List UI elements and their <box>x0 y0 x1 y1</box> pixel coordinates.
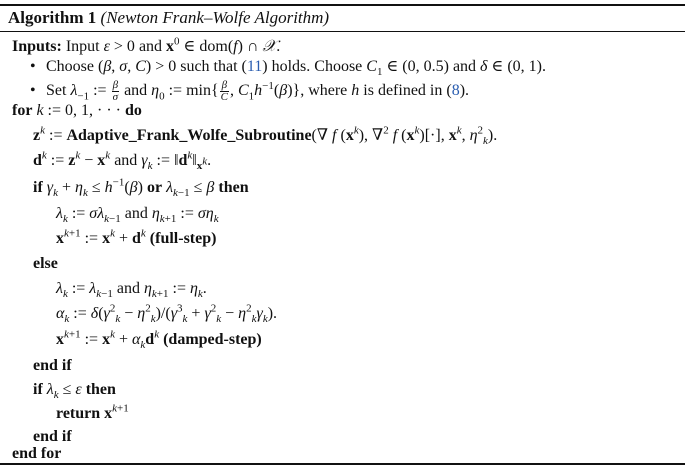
return-line: return $x^{k+1}$ <box>56 402 129 422</box>
end-if-line: end if <box>33 357 72 374</box>
inputs-keyword: Inputs: <box>12 38 62 55</box>
lambda-full-line: $\lambda_k$ := $\sigma\lambda_{k-1}$ and $\eta_{k+1}$ := $\sigma\eta_k$ <box>56 205 219 226</box>
z-update-line: $z^k$ := Adaptive_Frank_Wolfe_Subroutine(∇ f $(x^k)$, ∇$^2$ f $(x^k)[\cdot]$, $x^k$, $\eta^2_k$). <box>33 124 498 148</box>
caption-rule <box>0 31 685 32</box>
ref-eq-11[interactable]: 11 <box>246 58 263 75</box>
subroutine-name: Adaptive_Frank_Wolfe_Subroutine <box>66 127 312 144</box>
damped-step-label: (damped-step) <box>163 331 262 348</box>
else-line: else <box>33 255 58 272</box>
algorithm-title: (Newton Frank–Wolfe Algorithm) <box>100 8 330 27</box>
algorithm-label: Algorithm 1 <box>8 8 97 27</box>
choose-line: • Choose (β, σ, C) > 0 such that (11) holds. Choose $C_1$ ∈ (0, 0.5) and δ ∈ (0, 1). <box>30 58 546 79</box>
alpha-line: $\alpha_k$ := $\delta(\gamma^2_k - \eta^2_k)/(\gamma^3_k + \gamma^2_k - \eta^2_k\gamma_k)$. <box>56 302 278 326</box>
end-if-line-2: end if <box>33 428 72 445</box>
d-update-line: $d^k$ := $z^k - x^k$ and $\gamma_k$ := $‖d^k‖_{x^k}$. <box>33 149 212 173</box>
if-line: if $\gamma_k + \eta_k \le h^{-1}(\beta)$ or $\lambda_{k-1} \le \beta$ then <box>33 176 249 200</box>
top-rule <box>0 4 685 6</box>
x-full-step-line: $x^{k+1}$ := $x^k + d^k$ (full-step) <box>56 227 217 247</box>
for-line: for k := 0, 1, · · · do <box>12 102 142 119</box>
ref-eq-8[interactable]: 8 <box>451 82 460 100</box>
lambda-damped-line: $\lambda_k$ := $\lambda_{k-1}$ and $\eta_{k+1}$ := $\eta_k$. <box>56 280 207 301</box>
x-damped-step-line: $x^{k+1}$ := $x^k + \alpha_kd^k$ (damped-step) <box>56 328 262 352</box>
stop-check-line: if $\lambda_k \le \varepsilon$ then <box>33 381 116 402</box>
inputs-line: Inputs: Input ε > 0 and $x^0$ ∈ dom(f) ∩ 𝒳. <box>12 35 281 55</box>
set-line: • Set $\lambda_{-1}$ := $\frac{\beta}{\sigma}$ and $\eta_0$ := min{ $\frac{\beta}{C}$ , $C_1h^{-1}(\beta)$}, where h is defined in (8). <box>30 79 470 103</box>
end-for-line: end for <box>12 445 62 462</box>
bottom-rule <box>0 463 685 465</box>
algorithm-caption <box>8 8 329 28</box>
full-step-label: (full-step) <box>149 230 217 247</box>
